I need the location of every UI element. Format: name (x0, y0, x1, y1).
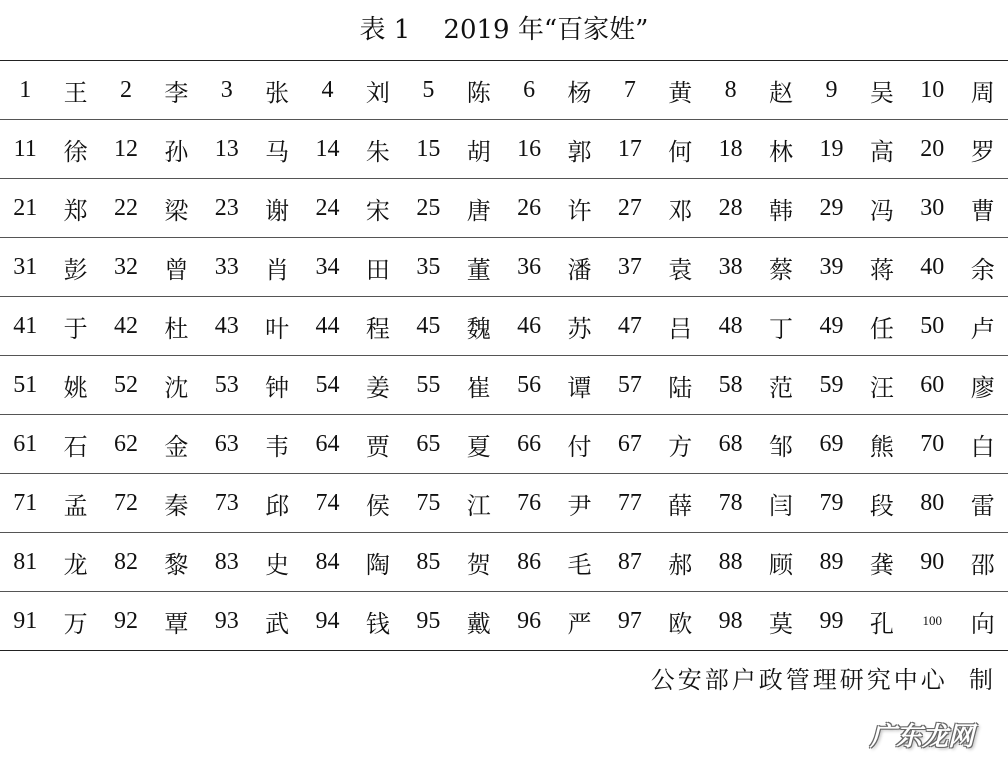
table-row (0, 297, 1008, 356)
rank-number: 74 (302, 474, 352, 533)
rank-number: 27 (605, 179, 655, 238)
rank-number: 17 (605, 120, 655, 179)
surname-cell: 姚 (50, 356, 100, 415)
rank-number: 40 (907, 238, 957, 297)
surname-cell: 朱 (353, 120, 403, 179)
rank-number: 21 (0, 179, 50, 238)
surname-cell: 付 (554, 415, 604, 474)
rank-number: 24 (302, 179, 352, 238)
rank-number: 20 (907, 120, 957, 179)
rank-number: 93 (214, 607, 239, 634)
rank-number: 75 (403, 474, 453, 533)
rank-number: 11 (0, 120, 50, 179)
site-watermark: 广东龙网 (869, 722, 974, 752)
rank-number: 14 (302, 120, 352, 179)
surname-cell: 严 (567, 609, 592, 638)
surname-cell: 余 (957, 238, 1008, 297)
surname-cell: 王 (50, 61, 100, 120)
surname-cell: 龚 (857, 533, 907, 592)
rank-number: 15 (403, 120, 453, 179)
rank-number: 68 (705, 415, 755, 474)
surname-cell: 史 (252, 533, 302, 592)
surname-cell: 黄 (655, 61, 705, 120)
table-row (0, 592, 1008, 651)
surname-cell: 曹 (957, 179, 1008, 238)
surname-cell: 陆 (655, 356, 705, 415)
surname-cell: 贺 (454, 533, 504, 592)
surname-cell: 龙 (50, 533, 100, 592)
rank-number: 48 (705, 297, 755, 356)
surname-cell: 蔡 (756, 238, 806, 297)
rank-number: 84 (302, 533, 352, 592)
rank-number: 25 (403, 179, 453, 238)
rank-number: 37 (605, 238, 655, 297)
rank-number: 28 (705, 179, 755, 238)
surname-cell: 闫 (756, 474, 806, 533)
surname-cell: 向 (970, 609, 995, 638)
surname-cell: 钱 (365, 609, 390, 638)
rank-number: 49 (806, 297, 856, 356)
rank-number: 58 (705, 356, 755, 415)
rank-number: 46 (504, 297, 554, 356)
table-row (0, 533, 1008, 592)
surname-cell: 覃 (164, 609, 189, 638)
surname-cell: 邹 (756, 415, 806, 474)
surname-cell: 谭 (554, 356, 604, 415)
rank-number: 92 (113, 607, 138, 634)
rank-number: 76 (504, 474, 554, 533)
rank-number: 97 (617, 607, 642, 634)
rank-number: 34 (302, 238, 352, 297)
surname-cell: 欧 (668, 609, 693, 638)
surname-cell: 杜 (151, 297, 201, 356)
surname-cell: 卢 (957, 297, 1008, 356)
rank-number: 38 (705, 238, 755, 297)
surname-cell: 石 (50, 415, 100, 474)
rank-number: 57 (605, 356, 655, 415)
surname-cell: 熊 (857, 415, 907, 474)
rank-number: 64 (302, 415, 352, 474)
surname-cell: 潘 (554, 238, 604, 297)
rank-number: 12 (101, 120, 151, 179)
surname-cell: 唐 (454, 179, 504, 238)
surname-cell: 彭 (50, 238, 100, 297)
rank-number: 56 (504, 356, 554, 415)
surname-cell: 苏 (554, 297, 604, 356)
rank-number: 83 (202, 533, 252, 592)
rank-number: 6 (504, 61, 554, 120)
surname-cell: 吴 (857, 61, 907, 120)
rank-number: 67 (605, 415, 655, 474)
surname-cell: 金 (151, 415, 201, 474)
surname-cell: 雷 (957, 474, 1008, 533)
surname-cell: 蒋 (857, 238, 907, 297)
surname-cell: 陶 (353, 533, 403, 592)
rank-number: 26 (504, 179, 554, 238)
surname-cell: 万 (63, 609, 88, 638)
surname-cell: 邱 (252, 474, 302, 533)
rank-number: 78 (705, 474, 755, 533)
surname-cell: 郝 (655, 533, 705, 592)
rank-number: 3 (202, 61, 252, 120)
surname-cell: 廖 (957, 356, 1008, 415)
surname-cell: 崔 (454, 356, 504, 415)
rank-number: 45 (403, 297, 453, 356)
surname-cell: 田 (353, 238, 403, 297)
surname-cell: 许 (554, 179, 604, 238)
surname-cell: 徐 (50, 120, 100, 179)
surname-cell: 郑 (50, 179, 100, 238)
surname-cell: 吕 (655, 297, 705, 356)
surname-cell: 于 (50, 297, 100, 356)
rank-number: 65 (403, 415, 453, 474)
surname-cell: 钟 (252, 356, 302, 415)
rank-number: 7 (605, 61, 655, 120)
surname-cell: 袁 (655, 238, 705, 297)
rank-number: 91 (13, 607, 38, 634)
rank-number: 80 (907, 474, 957, 533)
rank-number: 18 (705, 120, 755, 179)
surname-cell: 江 (454, 474, 504, 533)
surname-cell: 丁 (756, 297, 806, 356)
rank-number: 60 (907, 356, 957, 415)
surname-cell: 汪 (857, 356, 907, 415)
surname-cell: 曾 (151, 238, 201, 297)
rank-number: 77 (605, 474, 655, 533)
surname-cell: 任 (857, 297, 907, 356)
surname-cell: 孙 (151, 120, 201, 179)
surname-cell: 林 (756, 120, 806, 179)
surname-cell: 邵 (957, 533, 1008, 592)
surname-cell: 毛 (554, 533, 604, 592)
rank-number: 5 (403, 61, 453, 120)
surname-cell: 方 (655, 415, 705, 474)
rank-number: 47 (605, 297, 655, 356)
table-row (0, 474, 1008, 533)
source-credit: 公安部户政管理研究中心 制 (650, 666, 996, 694)
table-row (0, 120, 1008, 179)
surname-cell: 刘 (353, 61, 403, 120)
rank-number: 30 (907, 179, 957, 238)
surname-cell: 孔 (869, 609, 894, 638)
rank-number: 99 (819, 607, 844, 634)
rank-number: 39 (806, 238, 856, 297)
rank-number: 54 (302, 356, 352, 415)
rank-number: 71 (0, 474, 50, 533)
rank-number: 42 (101, 297, 151, 356)
rank-number: 79 (806, 474, 856, 533)
rank-number: 43 (202, 297, 252, 356)
surname-cell: 尹 (554, 474, 604, 533)
surname-cell: 魏 (454, 297, 504, 356)
rank-number: 66 (504, 415, 554, 474)
surname-cell: 马 (252, 120, 302, 179)
surname-cell: 顾 (756, 533, 806, 592)
rank-number: 81 (0, 533, 50, 592)
surname-cell: 程 (353, 297, 403, 356)
table-row (0, 61, 1008, 120)
rank-number: 59 (806, 356, 856, 415)
surname-cell: 戴 (466, 609, 491, 638)
rank-number: 73 (202, 474, 252, 533)
surname-cell: 邓 (655, 179, 705, 238)
surname-cell: 武 (265, 609, 290, 638)
surname-ranking-table (0, 60, 1008, 651)
rank-number: 94 (315, 607, 340, 634)
surname-cell: 夏 (454, 415, 504, 474)
rank-number: 87 (605, 533, 655, 592)
rank-number: 52 (101, 356, 151, 415)
surname-cell: 陈 (454, 61, 504, 120)
rank-number: 2 (101, 61, 151, 120)
rank-number: 16 (504, 120, 554, 179)
surname-cell: 何 (655, 120, 705, 179)
rank-number: 51 (0, 356, 50, 415)
table-row (0, 356, 1008, 415)
rank-number: 90 (907, 533, 957, 592)
surname-cell: 胡 (454, 120, 504, 179)
surname-cell: 梁 (151, 179, 201, 238)
surname-cell: 孟 (50, 474, 100, 533)
surname-cell: 贾 (353, 415, 403, 474)
rank-number: 55 (403, 356, 453, 415)
rank-number: 50 (907, 297, 957, 356)
rank-number: 82 (101, 533, 151, 592)
rank-number: 36 (504, 238, 554, 297)
surname-cell: 薛 (655, 474, 705, 533)
surname-cell: 张 (252, 61, 302, 120)
rank-number: 89 (806, 533, 856, 592)
surname-cell: 韩 (756, 179, 806, 238)
surname-cell: 范 (756, 356, 806, 415)
surname-cell: 白 (957, 415, 1008, 474)
rank-number: 62 (101, 415, 151, 474)
rank-number: 23 (202, 179, 252, 238)
surname-cell: 黎 (151, 533, 201, 592)
rank-number: 100 (922, 613, 942, 628)
rank-number: 88 (705, 533, 755, 592)
surname-cell: 段 (857, 474, 907, 533)
surname-cell: 李 (151, 61, 201, 120)
surname-cell: 郭 (554, 120, 604, 179)
rank-number: 61 (0, 415, 50, 474)
rank-number: 85 (403, 533, 453, 592)
surname-cell: 肖 (252, 238, 302, 297)
rank-number: 44 (302, 297, 352, 356)
surname-cell: 周 (957, 61, 1008, 120)
rank-number: 19 (806, 120, 856, 179)
rank-number: 31 (0, 238, 50, 297)
rank-number: 1 (0, 61, 50, 120)
rank-number: 4 (302, 61, 352, 120)
surname-cell: 冯 (857, 179, 907, 238)
surname-cell: 谢 (252, 179, 302, 238)
rank-number: 95 (416, 607, 441, 634)
rank-number: 13 (202, 120, 252, 179)
surname-cell: 叶 (252, 297, 302, 356)
rank-number: 8 (705, 61, 755, 120)
rank-number: 29 (806, 179, 856, 238)
rank-number: 33 (202, 238, 252, 297)
rank-number: 9 (806, 61, 856, 120)
rank-number: 98 (718, 607, 743, 634)
surname-cell: 姜 (353, 356, 403, 415)
rank-number: 10 (907, 61, 957, 120)
table-row (0, 179, 1008, 238)
rank-number: 96 (517, 607, 542, 634)
rank-number: 63 (202, 415, 252, 474)
rank-number: 70 (907, 415, 957, 474)
surname-cell: 高 (857, 120, 907, 179)
rank-number: 35 (403, 238, 453, 297)
surname-cell: 杨 (554, 61, 604, 120)
surname-cell: 罗 (957, 120, 1008, 179)
rank-number: 32 (101, 238, 151, 297)
surname-cell: 侯 (353, 474, 403, 533)
table-body (0, 61, 1008, 651)
rank-number: 72 (101, 474, 151, 533)
surname-cell: 韦 (252, 415, 302, 474)
surname-cell: 宋 (353, 179, 403, 238)
surname-cell: 赵 (756, 61, 806, 120)
rank-number: 41 (0, 297, 50, 356)
rank-number: 53 (202, 356, 252, 415)
table-row (0, 415, 1008, 474)
surname-cell: 沈 (151, 356, 201, 415)
surname-cell: 秦 (151, 474, 201, 533)
rank-number: 69 (806, 415, 856, 474)
surname-cell: 莫 (769, 609, 794, 638)
table-row (0, 238, 1008, 297)
surname-cell: 董 (454, 238, 504, 297)
rank-number: 86 (504, 533, 554, 592)
table-title: 表 1 2019 年“百家姓” (359, 15, 649, 45)
rank-number: 22 (101, 179, 151, 238)
